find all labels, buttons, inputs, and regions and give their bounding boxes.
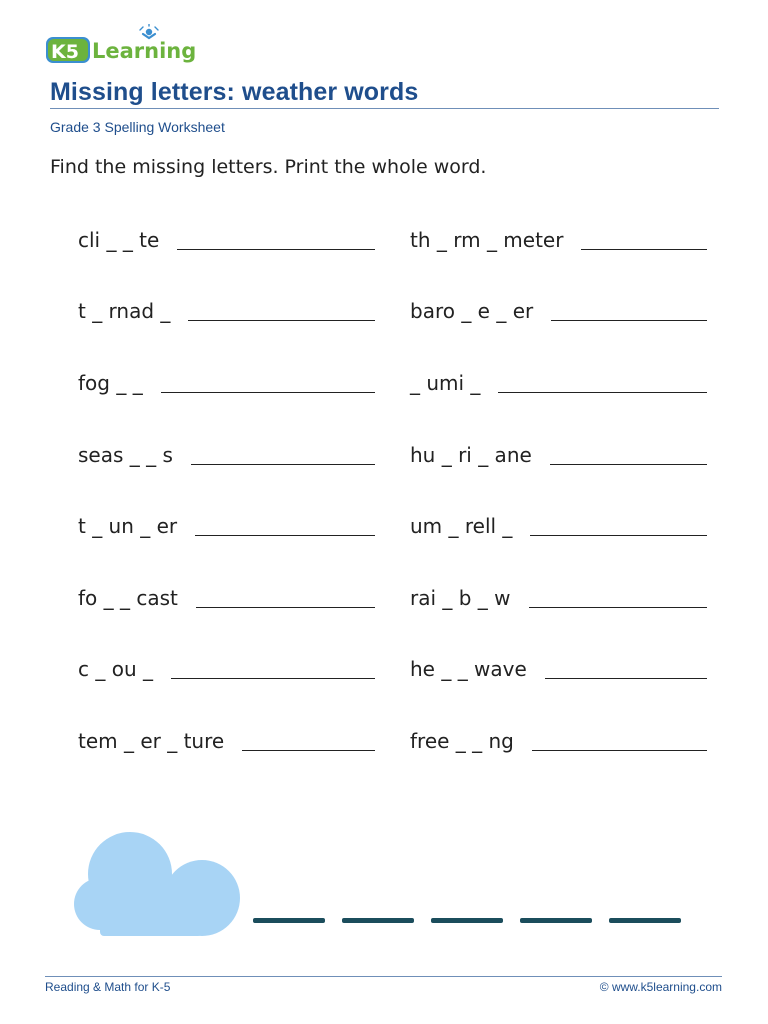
- answer-line[interactable]: [532, 749, 707, 751]
- word-prompt: he _ _ wave: [410, 657, 527, 681]
- word-prompt: baro _ e _ er: [410, 299, 534, 323]
- word-prompt: um _ rell _: [410, 514, 513, 538]
- svg-text:Learning: Learning: [92, 39, 197, 63]
- question-item: [78, 437, 375, 471]
- question-item: [410, 437, 707, 471]
- answer-line[interactable]: [498, 391, 707, 393]
- word-prompt: th _ rm _ meter: [410, 228, 564, 252]
- question-item: [78, 723, 375, 757]
- svg-text:K5: K5: [51, 41, 79, 63]
- question-item: [78, 293, 375, 327]
- instructions: Find the missing letters. Print the whole word.: [50, 156, 487, 178]
- k5-learning-logo[interactable]: [45, 24, 205, 70]
- answer-line[interactable]: [581, 248, 707, 250]
- answer-line[interactable]: [171, 677, 375, 679]
- word-prompt: rai _ b _ w: [410, 586, 511, 610]
- question-item: [78, 651, 375, 685]
- answer-blank[interactable]: [431, 918, 503, 923]
- word-prompt: cli _ _ te: [78, 228, 160, 252]
- question-item: [410, 508, 707, 542]
- word-prompt: hu _ ri _ ane: [410, 443, 532, 467]
- cloud-icon: [72, 826, 244, 936]
- answer-blank[interactable]: [609, 918, 681, 923]
- answer-blank[interactable]: [253, 918, 325, 923]
- question-item: [410, 651, 707, 685]
- answer-line[interactable]: [195, 534, 375, 536]
- word-prompt: c _ ou _: [78, 657, 153, 681]
- answer-line[interactable]: [551, 319, 707, 321]
- question-item: [410, 222, 707, 256]
- question-item: [78, 508, 375, 542]
- answer-blank[interactable]: [520, 918, 592, 923]
- question-item: [410, 293, 707, 327]
- word-prompt: tem _ er _ ture: [78, 729, 225, 753]
- question-item: [410, 580, 707, 614]
- k5-learning-logo-graphic: [45, 24, 205, 70]
- page-subtitle: Grade 3 Spelling Worksheet: [50, 119, 225, 135]
- answer-line[interactable]: [242, 749, 375, 751]
- question-item: [78, 222, 375, 256]
- answer-line[interactable]: [530, 534, 707, 536]
- word-prompt: _ umi _: [410, 371, 481, 395]
- word-prompt: t _ rnad _: [78, 299, 171, 323]
- word-prompt: seas _ _ s: [78, 443, 173, 467]
- answer-blanks: [253, 916, 689, 926]
- word-prompt: free _ _ ng: [410, 729, 514, 753]
- answer-line[interactable]: [529, 606, 707, 608]
- answer-line[interactable]: [177, 248, 375, 250]
- footer-divider: [45, 976, 722, 977]
- question-item: [78, 365, 375, 399]
- word-prompt: fog _ _: [78, 371, 143, 395]
- word-prompt: t _ un _ er: [78, 514, 178, 538]
- question-item: [78, 580, 375, 614]
- title-divider: [50, 108, 719, 109]
- answer-blank[interactable]: [342, 918, 414, 923]
- answer-line[interactable]: [196, 606, 375, 608]
- footer-tagline: Reading & Math for K-5: [45, 980, 171, 994]
- page-title: Missing letters: weather words: [50, 78, 419, 106]
- answer-line[interactable]: [161, 391, 375, 393]
- footer-website[interactable]: © www.k5learning.com: [599, 980, 722, 994]
- answer-line[interactable]: [188, 319, 375, 321]
- question-item: [410, 365, 707, 399]
- answer-line[interactable]: [545, 677, 707, 679]
- question-item: [410, 723, 707, 757]
- answer-line[interactable]: [191, 463, 375, 465]
- word-prompt: fo _ _ cast: [78, 586, 178, 610]
- answer-line[interactable]: [550, 463, 707, 465]
